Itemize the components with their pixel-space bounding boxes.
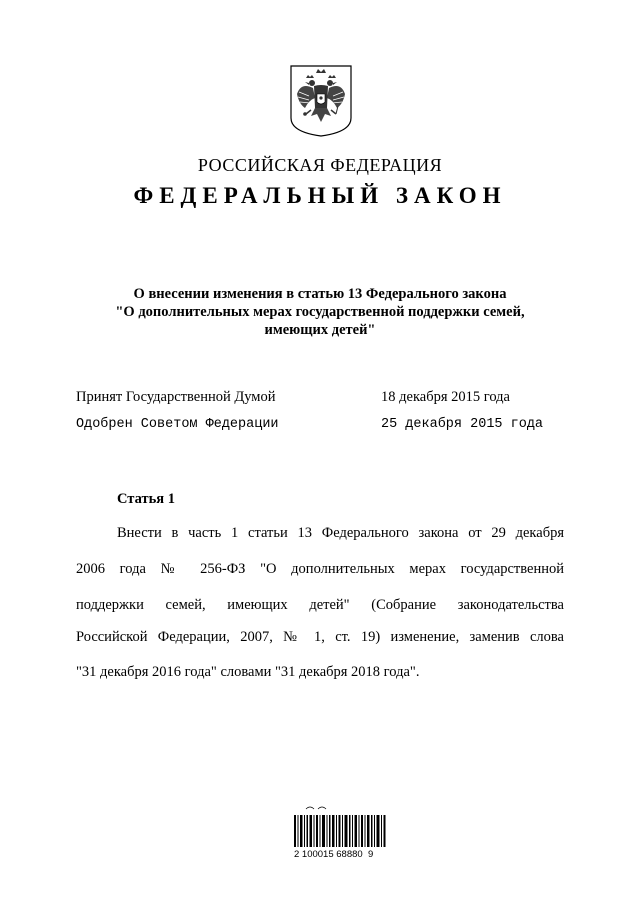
law-title-line-3: имеющих детей" xyxy=(264,322,376,338)
article-text-line-1: Внести в часть 1 статьи 13 Федерального закона от 29 декабря xyxy=(117,525,564,541)
duma-adoption-label: Принят Государственной Думой xyxy=(76,389,276,405)
article-text-line-3: поддержки семей, имеющих детей" (Собрание законодательства xyxy=(76,597,564,613)
barcode-number: 2 100015 68880 9 xyxy=(294,849,374,860)
country-name: РОССИЙСКАЯ ФЕДЕРАЦИЯ xyxy=(197,155,443,175)
law-title-line-1: О внесении изменения в статью 13 Федерального закона xyxy=(133,286,507,302)
coat-of-arms-emblem xyxy=(289,64,353,138)
council-approval-date: 25 декабря 2015 года xyxy=(381,417,544,432)
duma-adoption-date: 18 декабря 2015 года xyxy=(381,389,510,405)
article-text-line-2: 2006 года № 256-ФЗ "О дополнительных мерах государственной xyxy=(76,561,564,577)
article-heading: Статья 1 xyxy=(117,491,175,507)
law-title xyxy=(90,285,550,339)
law-title-line-2: "О дополнительных мерах государственной поддержки семей, xyxy=(115,304,525,320)
council-approval-label: Одобрен Советом Федерации xyxy=(76,417,279,432)
document-type: ФЕДЕРАЛЬНЫЙ ЗАКОН xyxy=(133,183,507,208)
article-text-line-5: "31 декабря 2016 года" словами "31 декабря 2018 года". xyxy=(76,664,420,680)
article-text-line-4: Российской Федерации, 2007, № 1, ст. 19) изменение, заменив слова xyxy=(76,629,564,645)
